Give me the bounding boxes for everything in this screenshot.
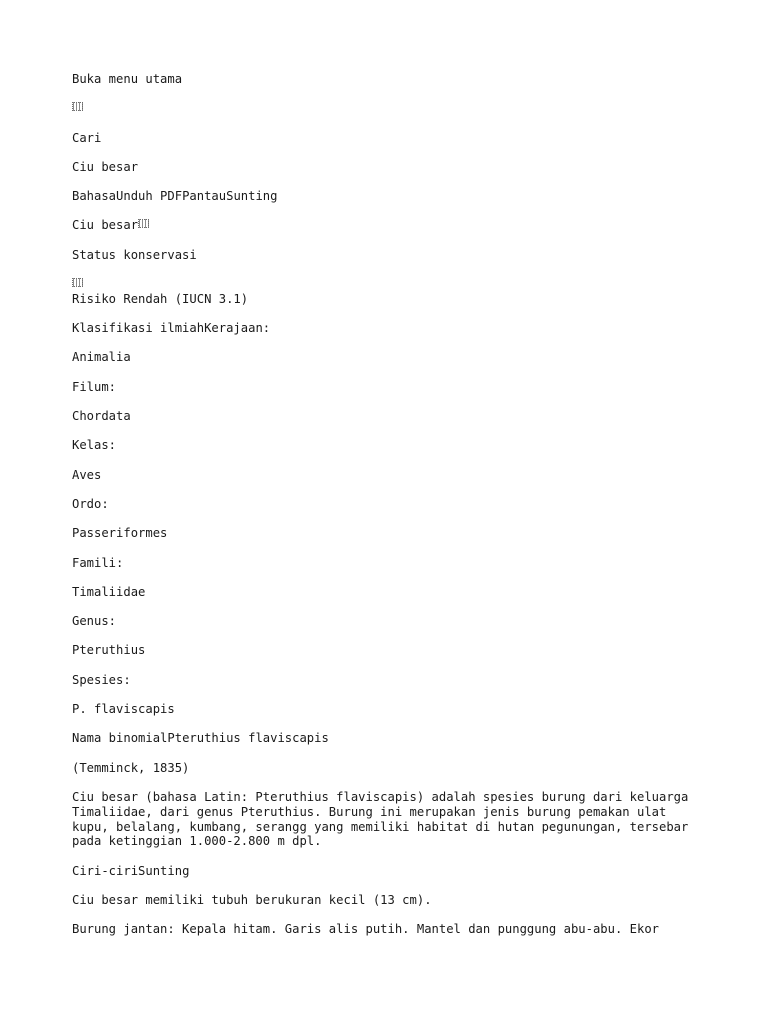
order-value: Passeriformes	[72, 526, 168, 541]
binomial-authority: (Temminck, 1835)	[72, 760, 190, 775]
genus-label: Genus:	[72, 614, 117, 629]
family-value: Timaliidae	[72, 584, 146, 599]
conservation-status-value: Risiko Rendah (IUCN 3.1)	[72, 291, 249, 306]
species-value: P. flaviscapis	[72, 702, 175, 717]
class-label: Kelas:	[72, 438, 117, 453]
binomial-heading: Nama binomial	[72, 731, 168, 746]
species-label: Spesies:	[72, 672, 131, 687]
order-label: Ordo:	[72, 496, 109, 511]
language-link[interactable]: Bahasa	[72, 189, 117, 204]
section-edit-link[interactable]: Sunting	[138, 863, 190, 878]
infobox-title	[72, 218, 696, 233]
class-value: Aves	[72, 467, 102, 482]
section-heading-row	[72, 864, 696, 879]
status-image-placeholder	[72, 277, 696, 292]
open-main-menu-link[interactable]: Buka menu utama	[72, 72, 183, 86]
kingdom-value: Animalia	[72, 350, 131, 365]
missing-glyph-icon	[138, 219, 149, 228]
phylum-label: Filum:	[72, 379, 117, 394]
male-description: Burung jantan: Kepala hitam. Garis alis putih. Mantel dan punggung abu-abu. Ekor	[72, 922, 659, 937]
size-paragraph: Ciu besar memiliki tubuh berukuran kecil (13 cm).	[72, 892, 432, 907]
missing-glyph-icon	[72, 278, 83, 287]
classification-heading: Klasifikasi ilmiah	[72, 321, 205, 336]
page-title: Ciu besar	[72, 159, 139, 174]
download-pdf-link[interactable]: Unduh PDF	[116, 189, 183, 204]
missing-glyph-icon	[72, 102, 83, 111]
infobox-name: Ciu besar	[72, 218, 139, 233]
search-link[interactable]: Cari	[72, 130, 102, 145]
genus-value: Pteruthius	[72, 643, 146, 658]
binomial-row	[72, 731, 696, 746]
page-actions	[72, 189, 696, 204]
intro-paragraph: Ciu besar (bahasa Latin: Pteruthius flaviscapis) adalah spesies burung dari keluarga Timaliidae, dari genus Pteruthius. Burung ini merupakan jenis burung pemakan ulat kupu, belalang, kumbang, serangg yang memiliki habitat di hutan pegunungan, tersebar pada ketinggian 1.000-2.800 m dpl.	[72, 789, 689, 849]
classification-row	[72, 321, 696, 336]
family-label: Famili:	[72, 555, 124, 570]
phylum-value: Chordata	[72, 409, 131, 424]
conservation-status-heading: Status konservasi	[72, 247, 197, 262]
binomial-value: Pteruthius flaviscapis	[167, 731, 329, 746]
section-heading: Ciri-ciri	[72, 863, 139, 878]
logo-placeholder	[72, 101, 696, 116]
kingdom-label: Kerajaan:	[204, 321, 271, 336]
watch-link[interactable]: Pantau	[182, 189, 227, 204]
edit-link[interactable]: Sunting	[226, 189, 278, 204]
